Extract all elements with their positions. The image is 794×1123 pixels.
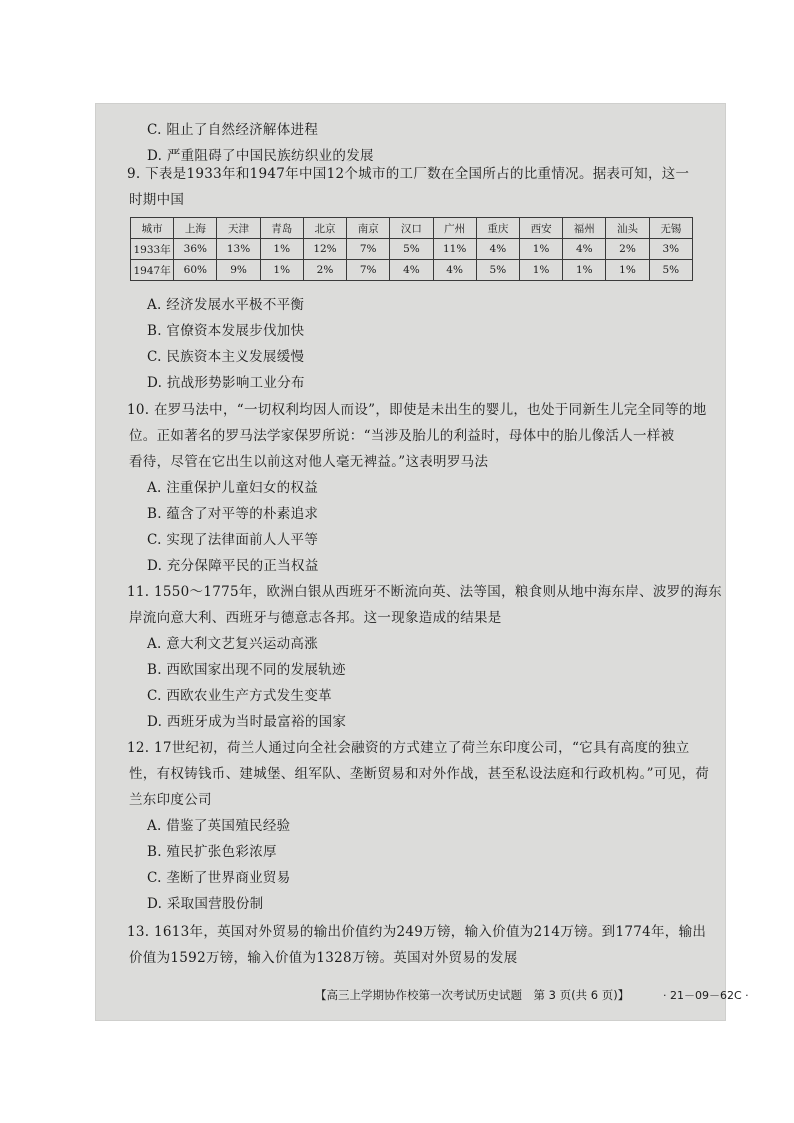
table-header-cell: 天津	[217, 218, 260, 239]
table-cell: 7%	[347, 260, 390, 281]
table-cell: 4%	[476, 239, 519, 260]
table-row-1947	[131, 260, 693, 281]
table-header-cell: 上海	[174, 218, 217, 239]
q10-option-a: A. 注重保护儿童妇女的权益	[147, 480, 319, 496]
q9-option-d: D. 抗战形势影响工业分布	[147, 375, 305, 391]
q9-option-b: B. 官僚资本发展步伐加快	[147, 323, 305, 339]
q8-option-d: D. 严重阻碍了中国民族纺织业的发展	[147, 148, 374, 164]
table-cell: 11%	[433, 239, 476, 260]
table-header-cell: 广州	[433, 218, 476, 239]
table-header-cell: 城市	[131, 218, 174, 239]
table-cell: 60%	[174, 260, 217, 281]
table-cell: 12%	[303, 239, 346, 260]
table-header-cell: 青岛	[260, 218, 303, 239]
table-cell: 2%	[606, 239, 649, 260]
table-cell: 5%	[476, 260, 519, 281]
q11-option-c: C. 西欧农业生产方式发生变革	[147, 688, 332, 704]
q9-stem-line-1: 9. 下表是1933年和1947年中国12个城市的工厂数在全国所占的比重情况。据表可知，这一	[127, 166, 690, 182]
table-cell: 1%	[563, 260, 606, 281]
q12-stem-line-2: 性，有权铸钱币、建城堡、组军队、垄断贸易和对外作战，甚至私设法庭和行政机构。”可见，荷	[129, 766, 710, 782]
q9-option-a: A. 经济发展水平极不平衡	[147, 297, 305, 313]
q13-stem-line-1: 13. 1613年，英国对外贸易的输出价值约为249万镑，输入价值为214万镑。到1774年，输出	[127, 924, 707, 940]
table-cell: 7%	[347, 239, 390, 260]
table-header-cell: 汕头	[606, 218, 649, 239]
q10-stem-line-1: 10. 在罗马法中，“一切权利均因人而设”，即使是未出生的婴儿，也处于同新生儿完全同等的地	[127, 402, 707, 418]
table-cell: 1933年	[131, 239, 174, 260]
q10-option-b: B. 蕴含了对平等的朴素追求	[147, 506, 319, 522]
q8-option-c: C. 阻止了自然经济解体进程	[147, 122, 319, 138]
table-cell: 1%	[606, 260, 649, 281]
q9-stem-line-2: 时期中国	[129, 192, 185, 208]
table-cell: 5%	[649, 260, 692, 281]
q12-option-b: B. 殖民扩张色彩浓厚	[147, 844, 277, 860]
page-footer: 【高三上学期协作校第一次考试历史试题 第 3 页(共 6 页)】	[315, 988, 630, 1002]
q11-option-a: A. 意大利文艺复兴运动高涨	[147, 636, 319, 652]
table-cell: 2%	[303, 260, 346, 281]
table-header-cell: 南京	[347, 218, 390, 239]
table-cell: 4%	[433, 260, 476, 281]
q11-option-d: D. 西班牙成为当时最富裕的国家	[147, 714, 347, 730]
q12-stem-line-1: 12. 17世纪初，荷兰人通过向全社会融资的方式建立了荷兰东印度公司，“它具有高度的独立	[127, 740, 690, 756]
q12-option-a: A. 借鉴了英国殖民经验	[147, 818, 291, 834]
table-cell: 1%	[260, 260, 303, 281]
table-header-cell: 汉口	[390, 218, 433, 239]
table-cell: 5%	[390, 239, 433, 260]
q10-option-c: C. 实现了法律面前人人平等	[147, 532, 319, 548]
table-row-1933	[131, 239, 693, 260]
table-header-cell: 无锡	[649, 218, 692, 239]
table-header-row	[131, 218, 693, 239]
table-cell: 3%	[649, 239, 692, 260]
table-cell: 1%	[260, 239, 303, 260]
table-cell: 1%	[519, 239, 562, 260]
q9-option-c: C. 民族资本主义发展缓慢	[147, 349, 305, 365]
exam-code: · 21－09－62C ·	[663, 989, 749, 1002]
table-header-cell: 重庆	[476, 218, 519, 239]
table-header-cell: 北京	[303, 218, 346, 239]
q11-option-b: B. 西欧国家出现不同的发展轨迹	[147, 662, 346, 678]
table-header-cell: 西安	[519, 218, 562, 239]
table-cell: 1%	[519, 260, 562, 281]
q11-stem-line-2: 岸流向意大利、西班牙与德意志各邦。这一现象造成的结果是	[129, 610, 502, 626]
q11-stem-line-1: 11. 1550～1775年，欧洲白银从西班牙不断流向英、法等国，粮食则从地中海东岸、波罗的海东	[127, 584, 722, 600]
table-header-cell: 福州	[563, 218, 606, 239]
exam-page	[95, 103, 749, 1021]
table-cell: 4%	[390, 260, 433, 281]
q10-stem-line-3: 看待，尽管在它出生以前这对他人毫无裨益。”这表明罗马法	[129, 454, 489, 470]
table-cell: 36%	[174, 239, 217, 260]
table-cell: 1947年	[131, 260, 174, 281]
q12-stem-line-3: 兰东印度公司	[129, 792, 212, 808]
table-cell: 4%	[563, 239, 606, 260]
q12-option-d: D. 采取国营股份制	[147, 896, 264, 912]
q12-option-c: C. 垄断了世界商业贸易	[147, 870, 291, 886]
table-cell: 13%	[217, 239, 260, 260]
q13-stem-line-2: 价值为1592万镑，输入价值为1328万镑。英国对外贸易的发展	[129, 950, 518, 966]
q10-stem-line-2: 位。正如著名的罗马法学家保罗所说：“当涉及胎儿的利益时，母体中的胎儿像活人一样被	[129, 428, 675, 444]
factory-share-table	[130, 217, 693, 281]
table-cell: 9%	[217, 260, 260, 281]
q10-option-d: D. 充分保障平民的正当权益	[147, 558, 319, 574]
